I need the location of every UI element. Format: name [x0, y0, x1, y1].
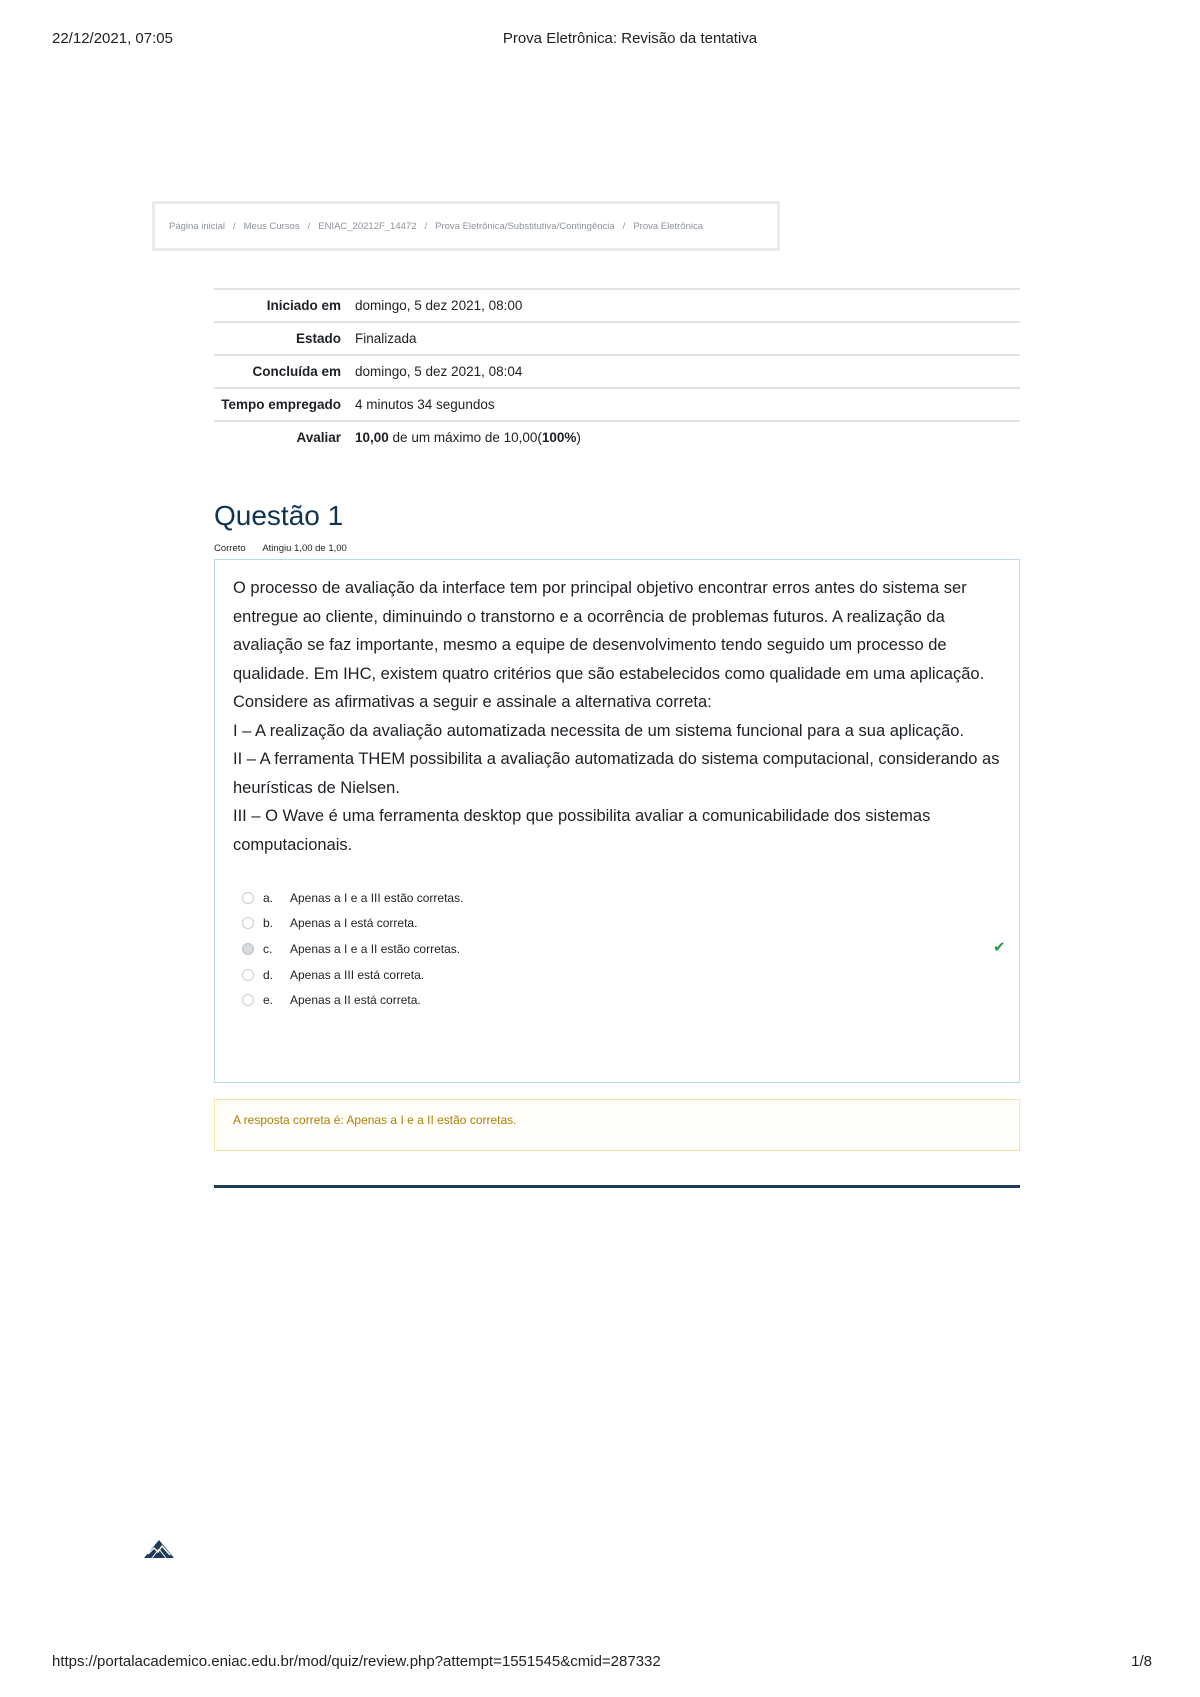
radio-button-selected[interactable] [242, 943, 254, 955]
summary-value: 4 minutos 34 segundos [355, 397, 495, 412]
answer-option-d[interactable] [233, 962, 1001, 988]
summary-label: Avaliar [296, 430, 341, 445]
grade-close-paren: ) [576, 430, 581, 445]
summary-value: Finalizada [355, 331, 417, 346]
option-text: Apenas a I e a II estão corretas. [290, 941, 461, 956]
answer-option-c[interactable] [233, 936, 1006, 962]
grade-max-text: de um máximo de 10,00( [388, 430, 542, 445]
question-status: Correto [214, 543, 246, 554]
question-statement: III – O Wave é uma ferramenta desktop que possibilita avaliar a comunicabilidade dos sistemas computacionais. [233, 807, 931, 854]
breadcrumb-course-link[interactable]: ENIAC_20212F_14472 [318, 220, 417, 232]
check-icon: ✔ [993, 939, 1006, 957]
breadcrumb-separator: / [622, 220, 626, 232]
breadcrumb-separator: / [232, 220, 236, 232]
option-text: Apenas a III está correta. [290, 967, 425, 982]
question-grade: Atingiu 1,00 de 1,00 [262, 543, 347, 554]
summary-label: Concluída em [252, 364, 341, 379]
option-text: Apenas a I está correta. [290, 916, 418, 931]
radio-button[interactable] [242, 917, 254, 929]
print-datetime: 22/12/2021, 07:05 [52, 30, 173, 47]
breadcrumb-my-courses-link[interactable]: Meus Cursos [243, 220, 300, 232]
summary-value [355, 422, 1020, 453]
print-page-number: 1/8 [1131, 1653, 1152, 1670]
answer-options [233, 885, 1006, 1013]
summary-row-state [214, 321, 1020, 354]
question-statement: II – A ferramenta THEM possibilita a avaliação automatizada do sistema computacional, considerando as heurísticas de Nielsen. [233, 750, 1000, 797]
question-paragraph: O processo de avaliação da interface tem por principal objetivo encontrar erros antes do sistema ser entregue ao cliente, diminuindo o transtorno e a ocorrência de problemas futuros. A realização da avaliação se faz importante, mesmo a equipe de desenvolvimento tendo seguido um processo de qualidade. Em IHC, existem quatro critérios que são estabelecidos como qualidade em uma aplicação. Considere as afirmativas a seguir e assinale a alternativa correta: [233, 579, 985, 711]
breadcrumb-quiz-link[interactable]: Prova Eletrônica [633, 220, 704, 232]
grade-score: 10,00 [355, 430, 389, 445]
section-divider [214, 1185, 1020, 1188]
breadcrumb [152, 201, 780, 251]
option-letter: a. [263, 890, 274, 905]
option-text: Apenas a I e a III estão corretas. [290, 890, 464, 905]
logo-icon [144, 1540, 174, 1563]
option-letter: d. [263, 967, 274, 982]
question-info [214, 543, 347, 554]
summary-label: Estado [295, 331, 341, 346]
correct-answer-feedback: A resposta correta é: Apenas a I e a II estão corretas. [214, 1099, 1020, 1151]
summary-row-completed [214, 354, 1020, 387]
summary-row-grade [214, 420, 1020, 453]
question-text [233, 574, 1001, 859]
attempt-summary-table [214, 288, 1020, 453]
print-page-title: Prova Eletrônica: Revisão da tentativa [502, 30, 758, 47]
question-content [214, 559, 1020, 1083]
radio-button[interactable] [242, 969, 254, 981]
option-letter: e. [263, 993, 274, 1008]
radio-button[interactable] [242, 892, 254, 904]
question-title: Questão 1 [214, 500, 344, 531]
print-url: https://portalacademico.eniac.edu.br/mod/quiz/review.php?attempt=1551545&cmid=287332 [52, 1653, 661, 1670]
summary-row-time-taken [214, 387, 1020, 420]
answer-option-b[interactable] [233, 911, 1001, 937]
summary-value: domingo, 5 dez 2021, 08:00 [355, 298, 523, 313]
breadcrumb-section-link[interactable]: Prova Eletrônica/Substitutiva/Contingência [435, 220, 615, 232]
summary-value: domingo, 5 dez 2021, 08:04 [355, 364, 523, 379]
option-letter: b. [263, 916, 274, 931]
summary-label: Iniciado em [266, 298, 341, 313]
radio-button[interactable] [242, 994, 254, 1006]
breadcrumb-separator: / [424, 220, 428, 232]
answer-option-a[interactable] [233, 885, 1001, 911]
summary-label: Tempo empregado [221, 397, 341, 412]
summary-row-started [214, 288, 1020, 321]
option-text: Apenas a II está correta. [290, 993, 421, 1008]
answer-option-e[interactable] [233, 987, 1001, 1013]
grade-percent: 100% [541, 430, 577, 445]
question-statement: I – A realização da avaliação automatizada necessita de um sistema funcional para a sua aplicação. [233, 721, 965, 740]
breadcrumb-home-link[interactable]: Página inicial [169, 220, 225, 232]
option-letter: c. [263, 941, 273, 956]
breadcrumb-separator: / [307, 220, 311, 232]
